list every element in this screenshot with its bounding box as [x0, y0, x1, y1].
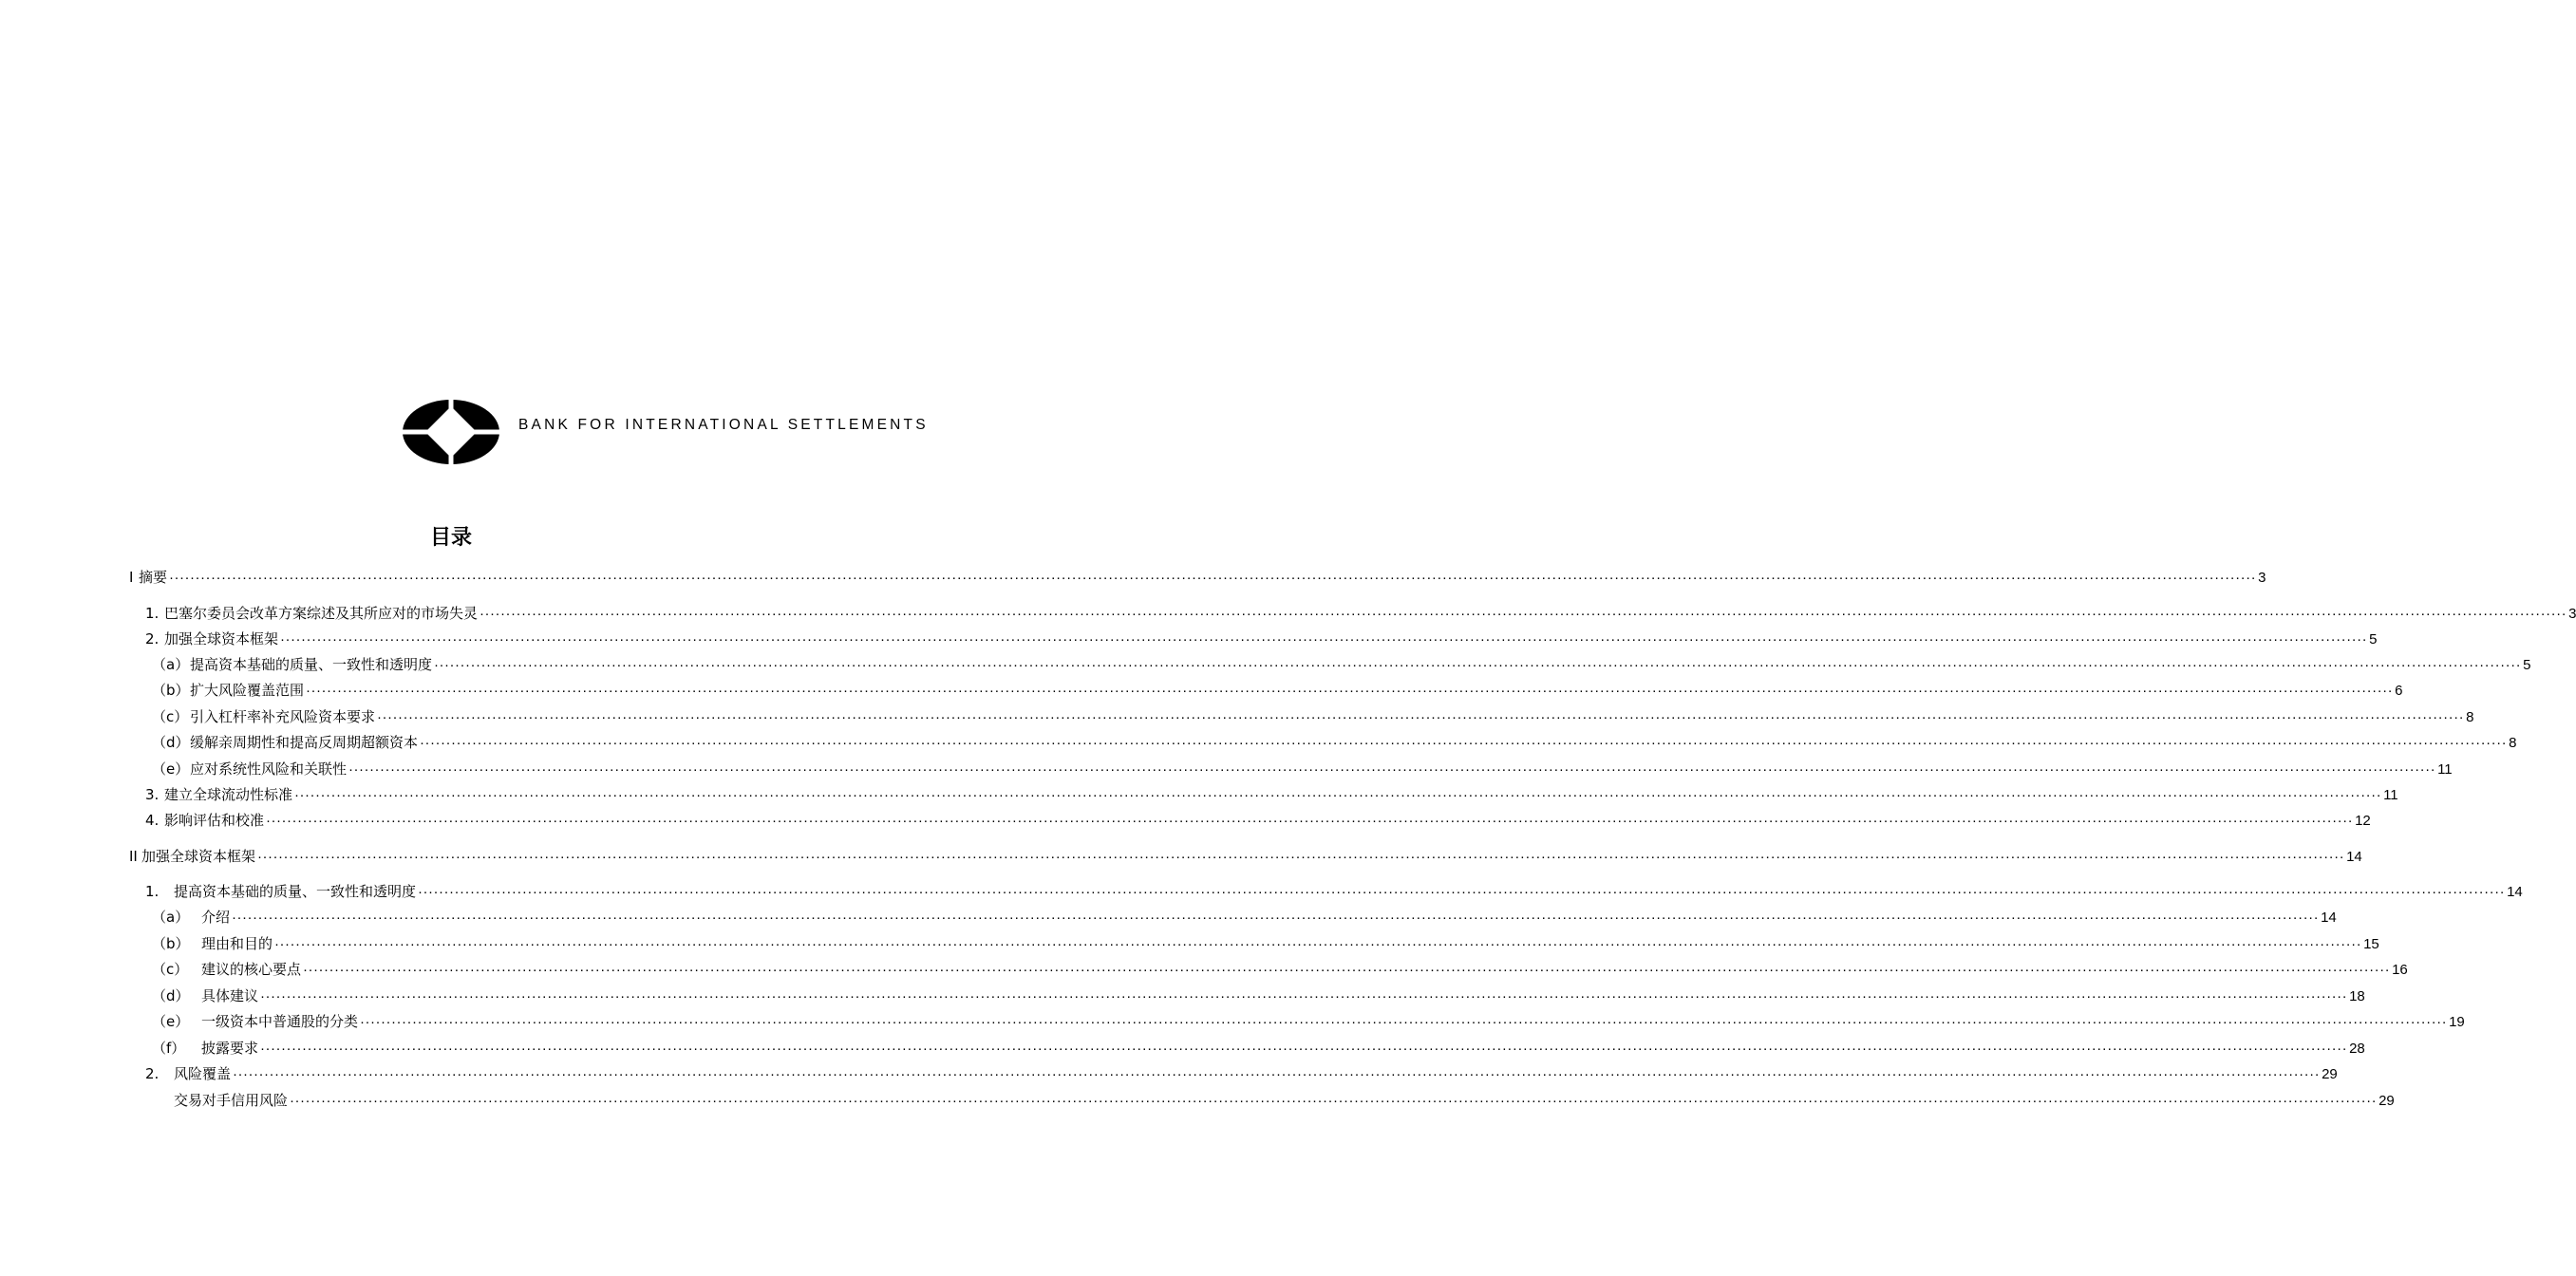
toc-entry-label: [152, 707, 375, 726]
toc-page-number: 19: [2449, 1014, 2465, 1030]
toc-entry-label: [145, 629, 278, 648]
toc-entry-text: 巴塞尔委员会改革方案综述及其所应对的市场失灵: [164, 605, 479, 622]
toc-entry-label: [152, 986, 258, 1005]
toc-entry-number: （d）: [152, 734, 190, 751]
toc-page-number: 6: [2395, 683, 2403, 699]
toc-entry-label: [145, 1064, 231, 1083]
toc-leader-dots: ················································································································································································································································································································································································································: [232, 910, 2320, 926]
toc-entry[interactable]: [152, 960, 2408, 979]
toc-entry[interactable]: [145, 604, 2576, 623]
toc-entry-number: II: [129, 848, 138, 865]
toc-page-number: 29: [2322, 1066, 2338, 1082]
toc-entry-label: [174, 1091, 288, 1110]
toc-entry-label: [152, 760, 347, 779]
toc-entry[interactable]: [152, 1012, 2465, 1031]
toc-entry-label: [152, 908, 230, 927]
toc-entry-text: 一级资本中普通股的分类: [201, 1013, 359, 1030]
toc-entry-text: 介绍: [201, 909, 231, 926]
toc-leader-dots: ················································································································································································································································································································································································································: [169, 570, 2257, 586]
toc-entry-label: [152, 1039, 258, 1058]
toc-leader-dots: ················································································································································································································································································································································································································: [418, 884, 2506, 900]
toc-leader-dots: ················································································································································································································································································································································································································: [479, 606, 2567, 622]
toc-entry-text: 引入杠杆率补充风险资本要求: [190, 708, 376, 725]
toc-entry-label: [145, 811, 264, 830]
toc-entry[interactable]: [152, 733, 2517, 752]
toc-page-number: 14: [2507, 884, 2523, 900]
toc-leader-dots: ················································································································································································································································································································································································································: [260, 1041, 2348, 1057]
toc-page-number: 11: [2437, 761, 2453, 778]
toc-entry-label: [145, 604, 478, 623]
toc-entry[interactable]: [129, 847, 2362, 866]
toc-leader-dots: ················································································································································································································································································································································································································: [377, 709, 2465, 725]
toc-leader-dots: ················································································································································································································································································································································································································: [294, 787, 2382, 803]
toc-leader-dots: ················································································································································································································································································································································································································: [280, 631, 2368, 647]
toc-leader-dots: ················································································································································································································································································································································································································: [360, 1014, 2448, 1030]
toc-entry-label: [152, 681, 304, 700]
toc-entry-number: （b）: [152, 682, 190, 699]
toc-entry[interactable]: [174, 1091, 2395, 1110]
toc-entry-label: [152, 733, 418, 752]
toc-leader-dots: ················································································································································································································································································································································································································: [306, 683, 2394, 699]
toc-page-number: 12: [2355, 813, 2371, 829]
toc-entry-text: 具体建议: [201, 987, 259, 1004]
toc-entry-text: 扩大风险覆盖范围: [190, 682, 305, 699]
toc-page-number: 28: [2349, 1041, 2365, 1057]
toc-page-number: 3: [2568, 606, 2576, 622]
toc-entry[interactable]: [152, 655, 2531, 674]
toc-page-number: 16: [2392, 962, 2408, 978]
toc-entry[interactable]: [145, 1064, 2338, 1083]
toc-entry-text: 建议的核心要点: [201, 961, 302, 978]
toc-entry-number: 1.: [145, 883, 160, 900]
toc-leader-dots: ················································································································································································································································································································································································································: [420, 735, 2508, 751]
toc-entry[interactable]: [152, 934, 2379, 953]
toc-entry-number: （f）: [152, 1040, 186, 1057]
toc-entry-label: [152, 1012, 358, 1031]
toc-page-number: 15: [2363, 936, 2379, 952]
toc-entry-text: 加强全球资本框架: [141, 848, 256, 865]
toc-entry-text: 提高资本基础的质量、一致性和透明度: [174, 883, 417, 900]
toc-entry-number: 2.: [145, 1065, 160, 1082]
toc-title: 目录: [429, 526, 472, 550]
toc-leader-dots: ················································································································································································································································································································································································································: [257, 849, 2345, 865]
organization-name: BANK FOR INTERNATIONAL SETTLEMENTS: [518, 417, 929, 433]
toc-leader-dots: ················································································································································································································································································································································································································: [260, 988, 2348, 1004]
toc-entry[interactable]: [152, 1039, 2365, 1058]
toc-entry-label: [129, 847, 255, 866]
toc-page-number: 29: [2379, 1093, 2395, 1109]
toc-entry-text: 应对系统性风险和关联性: [190, 760, 348, 778]
toc-entry-label: [145, 785, 292, 804]
toc-page-number: 5: [2369, 631, 2378, 647]
toc-entry-number: （b）: [152, 935, 190, 952]
toc-page-number: 11: [2383, 787, 2398, 803]
toc-entry-text: 影响评估和校准: [164, 812, 265, 829]
toc-leader-dots: ················································································································································································································································································································································································································: [434, 657, 2522, 673]
toc-page-number: 8: [2509, 735, 2517, 751]
toc-page-number: 14: [2321, 910, 2337, 926]
toc-entry-number: 1.: [145, 605, 160, 622]
toc-leader-dots: ················································································································································································································································································································································································································: [303, 962, 2391, 978]
toc-entry[interactable]: [145, 811, 2371, 830]
toc-entry-label: [145, 882, 416, 901]
bis-logo-icon: [402, 399, 500, 465]
toc-entry-number: 3.: [145, 786, 160, 803]
toc-entry-number: I: [129, 569, 134, 586]
toc-entry[interactable]: [152, 908, 2337, 927]
toc-page-number: 3: [2258, 570, 2266, 586]
toc-entry[interactable]: [152, 707, 2474, 726]
toc-page-number: 14: [2346, 849, 2362, 865]
toc-entry[interactable]: [152, 760, 2453, 779]
toc-leader-dots: ················································································································································································································································································································································································································: [266, 813, 2354, 829]
toc-entry-number: （a）: [152, 909, 190, 926]
toc-entry-number: 4.: [145, 812, 160, 829]
toc-entry-label: [152, 960, 301, 979]
toc-entry-number: （a）: [152, 656, 190, 673]
toc-entry[interactable]: [152, 986, 2365, 1005]
toc-entry-text: 风险覆盖: [174, 1065, 232, 1082]
toc-page-number: 8: [2466, 709, 2474, 725]
toc-entry-number: （c）: [152, 708, 189, 725]
toc-entry[interactable]: [152, 681, 2403, 700]
toc-entry-label: [129, 568, 167, 587]
toc-entry[interactable]: [129, 568, 2266, 587]
toc-entry-text: 摘要: [139, 569, 168, 586]
toc-entry-number: （c）: [152, 961, 189, 978]
toc-entry-text: 提高资本基础的质量、一致性和透明度: [190, 656, 433, 673]
toc-entry[interactable]: [145, 882, 2523, 901]
toc-entry-text: 建立全球流动性标准: [164, 786, 293, 803]
toc-entry-text: 缓解亲周期性和提高反周期超额资本: [190, 734, 419, 751]
toc-leader-dots: ················································································································································································································································································································································································································: [348, 761, 2436, 778]
toc-entry[interactable]: [145, 785, 2398, 804]
toc-entry-text: 交易对手信用风险: [174, 1092, 289, 1109]
toc-page-number: 5: [2523, 657, 2531, 673]
toc-leader-dots: ················································································································································································································································································································································································································: [274, 936, 2362, 952]
toc-entry-text: 披露要求: [201, 1040, 259, 1057]
toc-entry[interactable]: [145, 629, 2378, 648]
toc-entry-number: （d）: [152, 987, 190, 1004]
toc-entry-label: [152, 655, 432, 674]
toc-entry-number: 2.: [145, 630, 160, 647]
toc-entry-text: 理由和目的: [201, 935, 273, 952]
toc-entry-text: 加强全球资本框架: [164, 630, 279, 647]
toc-leader-dots: ················································································································································································································································································································································································································: [233, 1066, 2321, 1082]
toc-entry-number: （e）: [152, 1013, 190, 1030]
toc-leader-dots: ················································································································································································································································································································································································································: [290, 1093, 2378, 1109]
toc-page-number: 18: [2349, 988, 2365, 1004]
toc-entry-label: [152, 934, 273, 953]
toc-entry-number: （e）: [152, 760, 190, 778]
